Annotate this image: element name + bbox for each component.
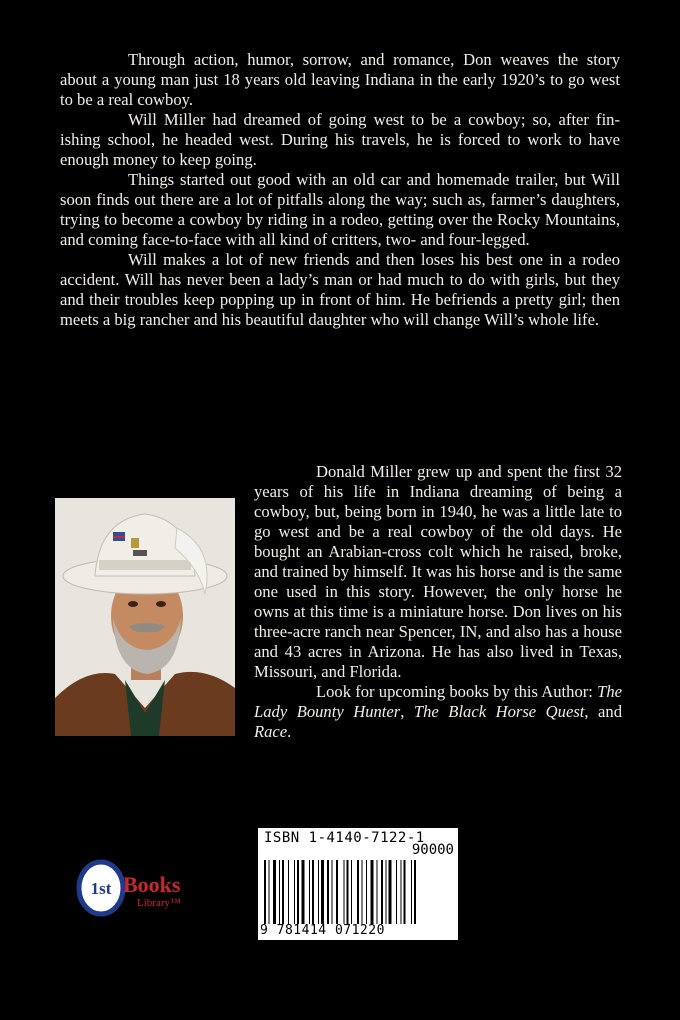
barcode-bar (312, 860, 314, 924)
barcode-bar (264, 860, 266, 924)
barcode-bar (294, 860, 295, 924)
author-portrait-illustration (55, 498, 235, 736)
barcode-bar (366, 860, 367, 924)
barcode-bar (327, 860, 329, 924)
barcode-bar (282, 860, 284, 924)
barcode-bar (401, 860, 402, 924)
blurb-paragraph: Will Miller had dreamed of going west to be a cowboy; so, after fin-ishing school, he headed west. During his travels, he is forced to work to have enough money to keep going. (60, 110, 620, 169)
barcode-bar (386, 860, 387, 924)
barcode-bar (288, 860, 289, 924)
barcode-bar (414, 860, 416, 924)
barcode-bar (344, 860, 345, 924)
logo-sub: Library™ (137, 897, 181, 909)
barcode-bar (351, 860, 352, 924)
logo-word: Books (123, 872, 181, 897)
barcode-bar (332, 860, 333, 924)
barcode-bar (389, 860, 392, 924)
barcode-bar (309, 860, 310, 924)
barcode-bar (297, 860, 299, 924)
book-title: The Lady Bounty Hunter (254, 682, 622, 721)
barcode-bar (273, 860, 276, 924)
book-title: Race (254, 722, 288, 741)
isbn-label: ISBN 1-4140-7122-1 (264, 830, 425, 846)
barcode-bars (264, 860, 452, 924)
barcode-bar (336, 860, 338, 924)
barcode-bar (347, 860, 349, 924)
back-cover-blurb (60, 50, 620, 330)
blurb-paragraph: Things started out good with an old car and homemade trailer, but Will soon finds out there are a lot of pitfalls along the way; such as, farmer’s daughters, trying to become a cowboy by riding in a rodeo, getting over the Rocky Mountains, and coming face-to-face with all kind of critters, two- and four-legged. (60, 170, 620, 249)
separator: , (400, 702, 414, 721)
barcode-bar (321, 860, 324, 924)
barcode-bar (411, 860, 412, 924)
blurb-paragraph: Will makes a lot of new friends and then loses his best one in a rodeo accident. Will has never been a lady’s man or had much to do with girls, but they and their troubles keep popping up in front of him. He befriends a pretty girl; then meets a big rancher and his beautiful daughter who will change Will’s whole life. (60, 250, 620, 329)
barcode-bar (377, 860, 378, 924)
book-title: The Black Horse Quest (413, 702, 585, 721)
barcode-bar (302, 860, 305, 924)
upcoming-intro: Look for upcoming books by this Author: (316, 682, 593, 701)
blurb-paragraph: Through action, humor, sorrow, and romance, Don weaves the story about a young man just 18 years old leaving Indiana in the early 1920’s to go west to be a real cowboy. (60, 50, 620, 109)
barcode-bar (396, 860, 397, 924)
separator: , and (584, 702, 623, 721)
barcode-bar (318, 860, 319, 924)
ean-number: 9 781414 071220 (260, 923, 385, 938)
logo-number: 1st (90, 879, 112, 898)
publisher-logo-mark (75, 858, 195, 918)
barcode-bar (279, 860, 280, 924)
price-code: 90000 (411, 842, 454, 858)
isbn-barcode (258, 828, 458, 940)
barcode-bar (362, 860, 363, 924)
separator: . (287, 722, 292, 741)
bio-paragraph: Donald Miller grew up and spent the first 32 years of his life in Indiana dreaming of being a cowboy, but, being born in 1940, he was a little late to go west and be a real cowboy of the old days. He bought an Arabian-cross colt which he raised, broke, and trained by himself. It was his horse and is the same one used in this story. However, the only horse he owns at this time is a miniature horse. Don lives on his three-acre ranch near Spencer, IN, and also has a house and 43 acres in Arizona. He has also lived in Texas, Missouri, and Florida. (254, 462, 622, 681)
barcode-bar (381, 860, 383, 924)
barcode-bar (357, 860, 359, 924)
publisher-logo (75, 858, 195, 918)
author-bio (254, 462, 622, 742)
upcoming-books (254, 682, 622, 742)
barcode-bar (269, 860, 270, 924)
barcode-bar (371, 860, 374, 924)
barcode-bar (404, 860, 406, 924)
author-photo (55, 498, 235, 736)
